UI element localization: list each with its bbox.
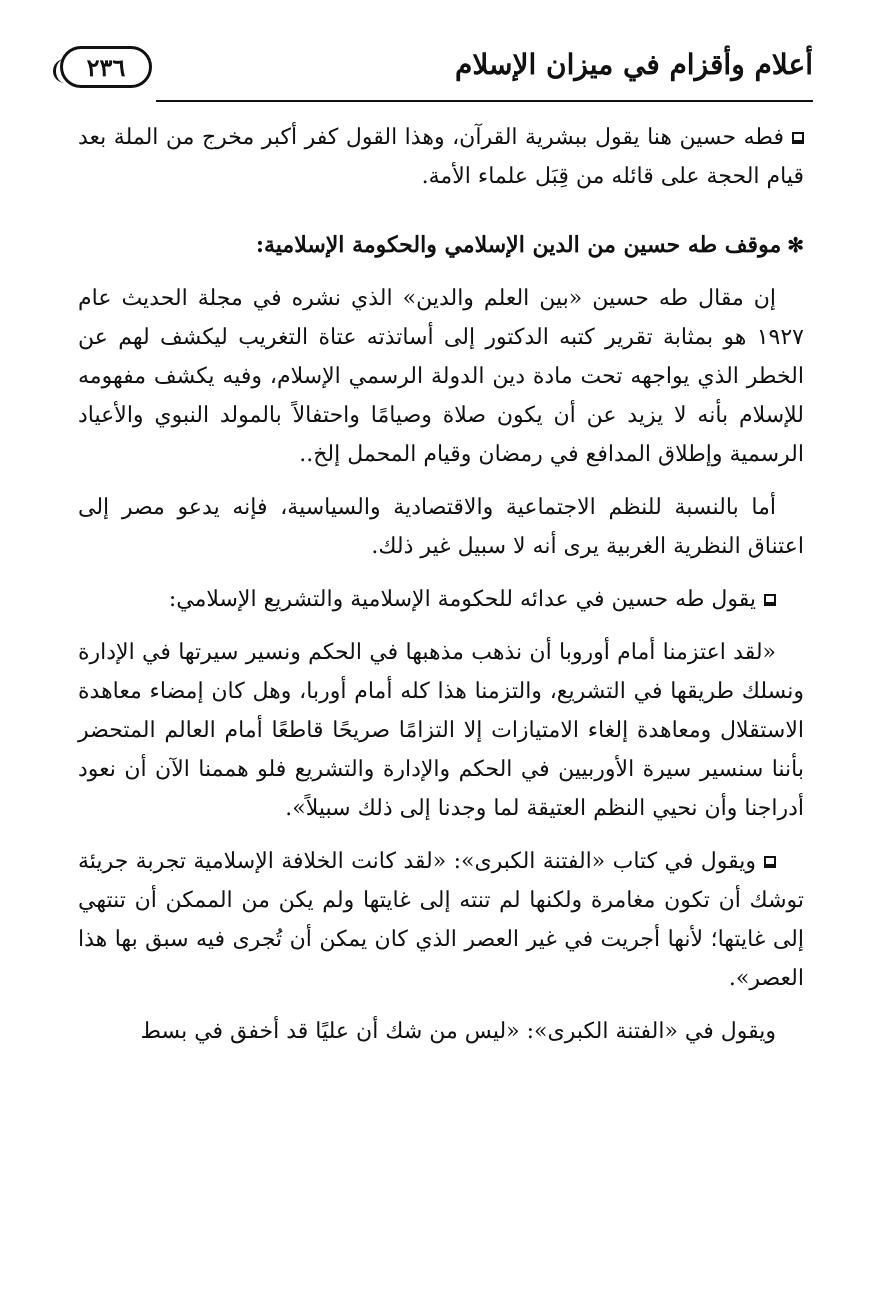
paragraph xyxy=(78,118,804,196)
paragraph: إن مقال طه حسين «بين العلم والدين» الذي نشره في مجلة الحديث عام ١٩٢٧ هو بمثابة تقرير كتبه الدكتور إلى أساتذته عتاة التغريب ليكشف لهم عن الخطر الذي يواجهه تحت مادة دين الدولة الرسمي الإسلام، وفيه يكشف مفهومه للإسلام بأنه لا يزيد عن أن يكون صلاة وصيامًا واحتفالاً بالمولد النبوي والأعياد الرسمية وإطلاق المدافع في رمضان وقيام المحمل إلخ.. xyxy=(78,286,804,467)
heading-text: موقف طه حسين من الدين الإسلامي والحكومة الإسلامية: xyxy=(255,232,782,258)
box-bullet-icon xyxy=(764,856,776,868)
box-bullet-icon xyxy=(792,132,804,144)
paragraph xyxy=(78,842,804,998)
paragraph xyxy=(78,580,804,619)
paragraph: ويقول في «الفتنة الكبرى»: «ليس من شك أن عليًا قد أخفق في بسط xyxy=(140,1019,776,1044)
quote-paragraph: «لقد اعتزمنا أمام أوروبا أن نذهب مذهبها في الحكم ونسير سيرتها في الإدارة ونسلك طريقها في التشريع، والتزمنا هذا كله أمام أوربا، وهل كان إمضاء معاهدة الاستقلال ومعاهدة إلغاء الامتيازات إلا التزامًا صريحًا قاطعًا أمام العالم المتحضر بأننا سنسير سيرة الأوربيين في الحكم والإدارة والتشريع فلو هممنا الآن أن نعود أدراجنا وأن نحيي النظم العتيقة لما وجدنا إلى ذلك سبيلاً». xyxy=(78,640,804,821)
section-heading xyxy=(78,226,804,265)
paragraph-text: يقول طه حسين في عدائه للحكومة الإسلامية والتشريع الإسلامي: xyxy=(168,587,756,612)
header-rule xyxy=(156,100,813,102)
page-number: ٢٣٦ xyxy=(60,46,152,88)
running-title: أعلام وأقزام في ميزان الإسلام xyxy=(455,48,813,81)
page-header xyxy=(60,40,813,100)
paragraph-text: ويقول في كتاب «الفتنة الكبرى»: «لقد كانت الخلافة الإسلامية تجربة جريئة توشك أن تكون مغامرة ولكنها لم تنته إلى غايتها ولم يكن من الممكن أن تنتهي إلى غايتها؛ لأنها أجريت في غير العصر الذي كان يمكن أن تُجرى فيه سبق بها هذا العصر». xyxy=(78,849,804,991)
paragraph: أما بالنسبة للنظم الاجتماعية والاقتصادية والسياسية، فإنه يدعو مصر إلى اعتناق النظرية الغربية يرى أنه لا سبيل غير ذلك. xyxy=(78,495,804,559)
asterisk-icon: ✻ xyxy=(787,233,804,257)
box-bullet-icon xyxy=(764,594,776,606)
page-body xyxy=(78,118,804,1065)
paragraph-text: فطه حسين هنا يقول ببشرية القرآن، وهذا القول كفر أكبر مخرج من الملة بعد قيام الحجة على قائله من قِبَل علماء الأمة. xyxy=(78,125,804,189)
